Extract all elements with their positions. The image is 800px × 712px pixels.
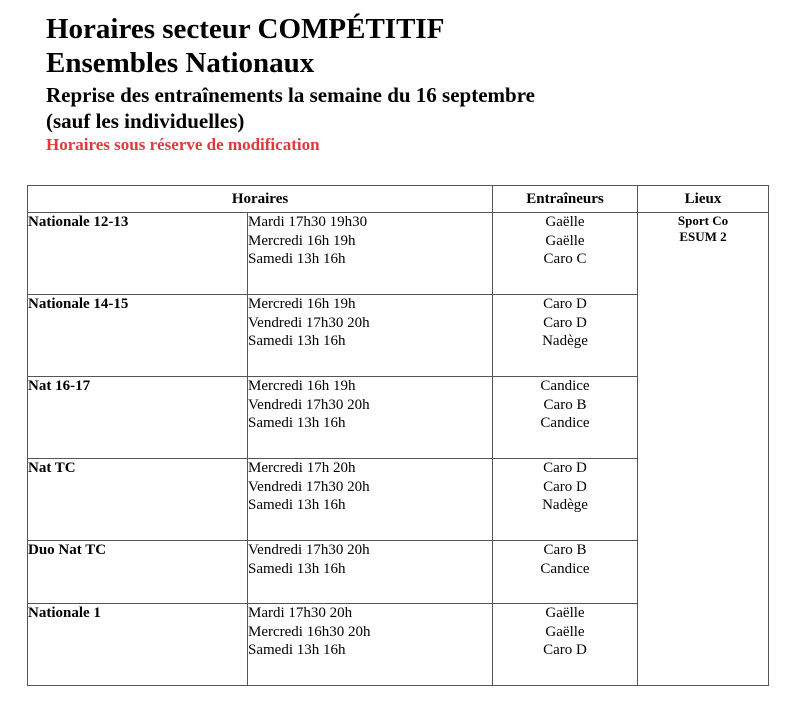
time-slot: Vendredi 17h30 20h bbox=[248, 542, 370, 558]
page-title: Horaires secteur COMPÉTITIF bbox=[46, 13, 445, 45]
coach-name: Gaëlle bbox=[545, 623, 585, 640]
coaches-cell bbox=[493, 377, 638, 459]
coach-name: Caro D bbox=[543, 642, 587, 658]
modification-warning: Horaires sous réserve de modification bbox=[46, 135, 320, 154]
coach-name: Caro B bbox=[543, 542, 587, 558]
page-title-line-2: Ensembles Nationaux bbox=[46, 47, 315, 79]
table-header-row bbox=[28, 186, 769, 213]
coaches-cell bbox=[493, 459, 638, 541]
coach-name: Nadège bbox=[542, 333, 588, 349]
time-slot: Samedi 13h 16h bbox=[248, 642, 346, 658]
group-name: Nat 16-17 bbox=[28, 377, 248, 459]
times-cell bbox=[248, 295, 493, 377]
coach-name: Gaëlle bbox=[545, 605, 585, 621]
coach-name: Caro C bbox=[543, 251, 587, 267]
time-slot: Vendredi 17h30 20h bbox=[248, 396, 370, 413]
times-cell bbox=[248, 377, 493, 459]
time-slot: Vendredi 17h30 20h bbox=[248, 478, 370, 495]
times-cell bbox=[248, 541, 493, 604]
coach-name: Gaëlle bbox=[545, 214, 585, 230]
coaches-cell bbox=[493, 604, 638, 686]
time-slot: Mercredi 16h30 20h bbox=[248, 623, 371, 640]
lieux-cell bbox=[638, 213, 769, 686]
time-slot: Samedi 13h 16h bbox=[248, 415, 346, 431]
group-name: Duo Nat TC bbox=[28, 541, 248, 604]
time-slot: Vendredi 17h30 20h bbox=[248, 314, 370, 331]
coach-name: Candice bbox=[540, 560, 590, 577]
coach-name: Caro B bbox=[543, 396, 587, 413]
group-name: Nationale 14-15 bbox=[28, 295, 248, 377]
schedule-table bbox=[27, 185, 769, 686]
times-cell bbox=[248, 604, 493, 686]
time-slot: Mercredi 16h 19h bbox=[248, 296, 356, 312]
time-slot: Mardi 17h30 19h30 bbox=[248, 214, 368, 230]
group-name: Nationale 1 bbox=[28, 604, 248, 686]
column-header-entraineurs: Entraîneurs bbox=[493, 186, 638, 213]
time-slot: Samedi 13h 16h bbox=[248, 560, 346, 577]
time-slot: Samedi 13h 16h bbox=[248, 251, 346, 267]
time-slot: Mercredi 16h 19h bbox=[248, 232, 356, 249]
venue-name: ESUM 2 bbox=[679, 229, 727, 244]
table-row bbox=[28, 213, 769, 295]
times-cell bbox=[248, 213, 493, 295]
group-name: Nat TC bbox=[28, 459, 248, 541]
column-header-horaires: Horaires bbox=[28, 186, 493, 213]
time-slot: Mardi 17h30 20h bbox=[248, 605, 353, 621]
time-slot: Mercredi 16h 19h bbox=[248, 378, 356, 394]
coaches-cell bbox=[493, 541, 638, 604]
page-subtitle: Reprise des entraînements la semaine du 16 septembre bbox=[46, 83, 535, 107]
coach-name: Gaëlle bbox=[545, 232, 585, 249]
coaches-cell bbox=[493, 295, 638, 377]
coach-name: Candice bbox=[540, 378, 590, 394]
page-subtitle-line-2: (sauf les individuelles) bbox=[46, 109, 245, 133]
group-name: Nationale 12-13 bbox=[28, 213, 248, 295]
coach-name: Caro D bbox=[543, 478, 587, 495]
time-slot: Samedi 13h 16h bbox=[248, 497, 346, 513]
time-slot: Samedi 13h 16h bbox=[248, 333, 346, 349]
coach-name: Caro D bbox=[543, 314, 587, 331]
coaches-cell bbox=[493, 213, 638, 295]
document-heading bbox=[46, 12, 786, 156]
coach-name: Caro D bbox=[543, 460, 587, 476]
coach-name: Candice bbox=[540, 415, 590, 431]
times-cell bbox=[248, 459, 493, 541]
venue-name: Sport Co bbox=[677, 213, 729, 228]
coach-name: Caro D bbox=[543, 296, 587, 312]
time-slot: Mercredi 17h 20h bbox=[248, 460, 356, 476]
coach-name: Nadège bbox=[542, 497, 588, 513]
column-header-lieux: Lieux bbox=[638, 186, 769, 213]
